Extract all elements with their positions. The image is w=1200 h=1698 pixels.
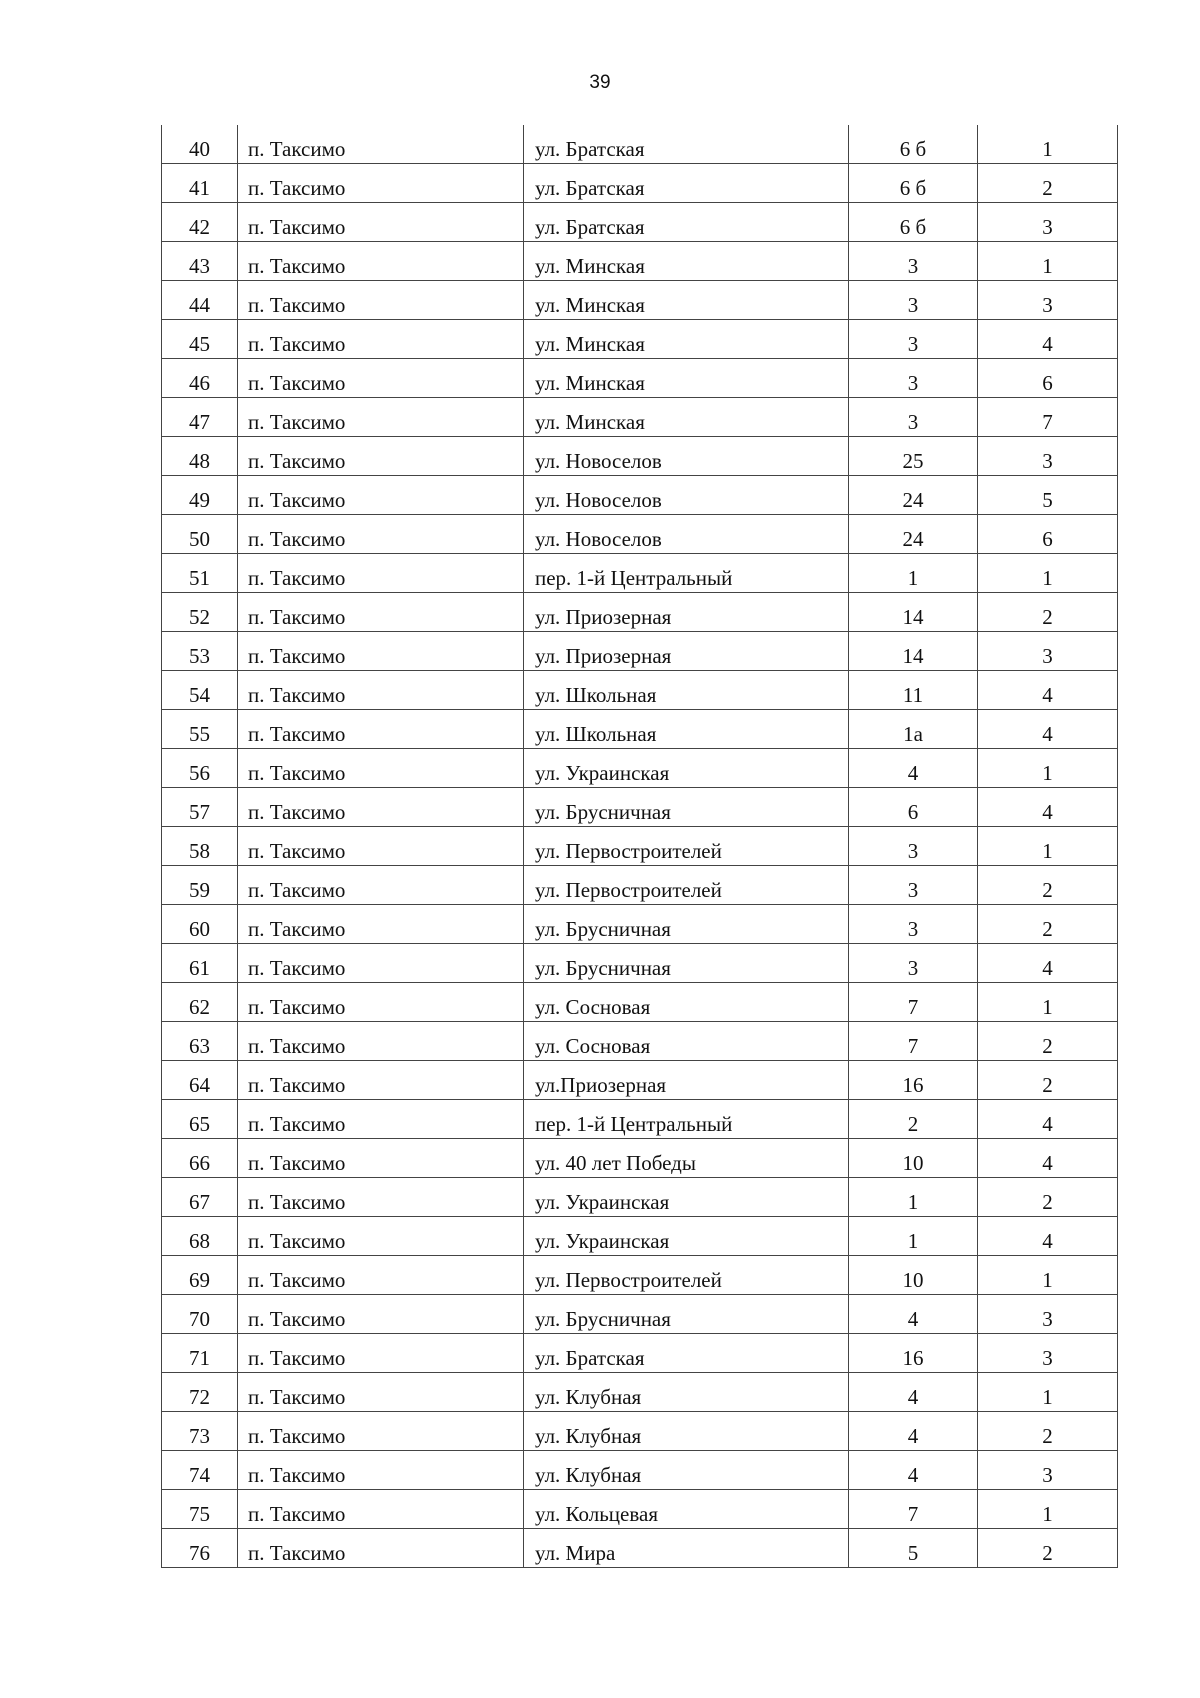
street-cell: ул. Школьная xyxy=(524,710,849,749)
table-row xyxy=(162,1100,1118,1139)
house-number-cell: 4 xyxy=(849,1451,978,1490)
settlement-cell: п. Таксимо xyxy=(238,320,524,359)
settlement-cell: п. Таксимо xyxy=(238,1412,524,1451)
settlement-cell: п. Таксимо xyxy=(238,1178,524,1217)
settlement-cell: п. Таксимо xyxy=(238,710,524,749)
table-row xyxy=(162,1139,1118,1178)
street-cell: ул. Клубная xyxy=(524,1373,849,1412)
settlement-cell: п. Таксимо xyxy=(238,866,524,905)
count-cell: 1 xyxy=(978,749,1118,788)
row-number-cell: 45 xyxy=(162,320,238,359)
count-cell: 2 xyxy=(978,905,1118,944)
count-cell: 4 xyxy=(978,788,1118,827)
table-row xyxy=(162,1529,1118,1568)
count-cell: 1 xyxy=(978,1490,1118,1529)
house-number-cell: 14 xyxy=(849,593,978,632)
settlement-cell: п. Таксимо xyxy=(238,203,524,242)
table-row xyxy=(162,125,1118,164)
settlement-cell: п. Таксимо xyxy=(238,827,524,866)
row-number-cell: 53 xyxy=(162,632,238,671)
table-row xyxy=(162,1178,1118,1217)
street-cell: ул. Украинская xyxy=(524,749,849,788)
count-cell: 4 xyxy=(978,1217,1118,1256)
table-row xyxy=(162,593,1118,632)
count-cell: 1 xyxy=(978,983,1118,1022)
address-table-body xyxy=(162,125,1118,1568)
house-number-cell: 4 xyxy=(849,1295,978,1334)
count-cell: 4 xyxy=(978,671,1118,710)
count-cell: 2 xyxy=(978,593,1118,632)
street-cell: ул. Новоселов xyxy=(524,515,849,554)
page-number: 39 xyxy=(589,72,611,93)
count-cell: 3 xyxy=(978,1295,1118,1334)
row-number-cell: 43 xyxy=(162,242,238,281)
row-number-cell: 63 xyxy=(162,1022,238,1061)
count-cell: 2 xyxy=(978,1412,1118,1451)
table-row xyxy=(162,788,1118,827)
house-number-cell: 16 xyxy=(849,1061,978,1100)
street-cell: ул. Минская xyxy=(524,398,849,437)
settlement-cell: п. Таксимо xyxy=(238,1256,524,1295)
house-number-cell: 4 xyxy=(849,749,978,788)
table-row xyxy=(162,983,1118,1022)
settlement-cell: п. Таксимо xyxy=(238,632,524,671)
table-row xyxy=(162,632,1118,671)
count-cell: 3 xyxy=(978,203,1118,242)
table-row xyxy=(162,1334,1118,1373)
settlement-cell: п. Таксимо xyxy=(238,1373,524,1412)
street-cell: ул. Братская xyxy=(524,203,849,242)
row-number-cell: 68 xyxy=(162,1217,238,1256)
house-number-cell: 3 xyxy=(849,905,978,944)
settlement-cell: п. Таксимо xyxy=(238,905,524,944)
street-cell: ул. Украинская xyxy=(524,1178,849,1217)
settlement-cell: п. Таксимо xyxy=(238,1334,524,1373)
table-row xyxy=(162,1217,1118,1256)
row-number-cell: 60 xyxy=(162,905,238,944)
street-cell: ул. Первостроителей xyxy=(524,866,849,905)
house-number-cell: 6 б xyxy=(849,203,978,242)
count-cell: 4 xyxy=(978,1139,1118,1178)
street-cell: ул. Минская xyxy=(524,320,849,359)
count-cell: 3 xyxy=(978,1451,1118,1490)
table-row xyxy=(162,437,1118,476)
settlement-cell: п. Таксимо xyxy=(238,1061,524,1100)
settlement-cell: п. Таксимо xyxy=(238,1139,524,1178)
street-cell: ул. Новоселов xyxy=(524,437,849,476)
house-number-cell: 3 xyxy=(849,359,978,398)
settlement-cell: п. Таксимо xyxy=(238,1529,524,1568)
house-number-cell: 6 б xyxy=(849,164,978,203)
street-cell: ул. Минская xyxy=(524,242,849,281)
row-number-cell: 48 xyxy=(162,437,238,476)
settlement-cell: п. Таксимо xyxy=(238,944,524,983)
house-number-cell: 2 xyxy=(849,1100,978,1139)
settlement-cell: п. Таксимо xyxy=(238,1022,524,1061)
table-row xyxy=(162,944,1118,983)
house-number-cell: 10 xyxy=(849,1256,978,1295)
table-row xyxy=(162,710,1118,749)
count-cell: 3 xyxy=(978,281,1118,320)
table-row xyxy=(162,242,1118,281)
street-cell: ул. Школьная xyxy=(524,671,849,710)
count-cell: 1 xyxy=(978,827,1118,866)
count-cell: 1 xyxy=(978,125,1118,164)
count-cell: 1 xyxy=(978,242,1118,281)
settlement-cell: п. Таксимо xyxy=(238,788,524,827)
street-cell: ул. Мира xyxy=(524,1529,849,1568)
row-number-cell: 57 xyxy=(162,788,238,827)
table-row xyxy=(162,1061,1118,1100)
street-cell: ул. Минская xyxy=(524,359,849,398)
row-number-cell: 55 xyxy=(162,710,238,749)
house-number-cell: 25 xyxy=(849,437,978,476)
table-row xyxy=(162,1022,1118,1061)
house-number-cell: 7 xyxy=(849,983,978,1022)
count-cell: 2 xyxy=(978,1022,1118,1061)
house-number-cell: 3 xyxy=(849,320,978,359)
street-cell: ул. 40 лет Победы xyxy=(524,1139,849,1178)
settlement-cell: п. Таксимо xyxy=(238,164,524,203)
house-number-cell: 1 xyxy=(849,1217,978,1256)
house-number-cell: 5 xyxy=(849,1529,978,1568)
table-row xyxy=(162,203,1118,242)
settlement-cell: п. Таксимо xyxy=(238,1451,524,1490)
count-cell: 2 xyxy=(978,164,1118,203)
row-number-cell: 74 xyxy=(162,1451,238,1490)
house-number-cell: 7 xyxy=(849,1490,978,1529)
count-cell: 5 xyxy=(978,476,1118,515)
table-row xyxy=(162,1412,1118,1451)
settlement-cell: п. Таксимо xyxy=(238,398,524,437)
settlement-cell: п. Таксимо xyxy=(238,983,524,1022)
house-number-cell: 6 xyxy=(849,788,978,827)
street-cell: ул. Сосновая xyxy=(524,983,849,1022)
row-number-cell: 76 xyxy=(162,1529,238,1568)
settlement-cell: п. Таксимо xyxy=(238,281,524,320)
count-cell: 2 xyxy=(978,1178,1118,1217)
row-number-cell: 50 xyxy=(162,515,238,554)
house-number-cell: 3 xyxy=(849,944,978,983)
table-row xyxy=(162,866,1118,905)
house-number-cell: 7 xyxy=(849,1022,978,1061)
settlement-cell: п. Таксимо xyxy=(238,1217,524,1256)
row-number-cell: 47 xyxy=(162,398,238,437)
street-cell: ул. Брусничная xyxy=(524,1295,849,1334)
street-cell: пер. 1-й Центральный xyxy=(524,1100,849,1139)
row-number-cell: 72 xyxy=(162,1373,238,1412)
street-cell: ул. Клубная xyxy=(524,1412,849,1451)
table-row xyxy=(162,1295,1118,1334)
table-row xyxy=(162,476,1118,515)
house-number-cell: 24 xyxy=(849,515,978,554)
house-number-cell: 24 xyxy=(849,476,978,515)
house-number-cell: 6 б xyxy=(849,125,978,164)
settlement-cell: п. Таксимо xyxy=(238,1295,524,1334)
street-cell: ул. Братская xyxy=(524,125,849,164)
house-number-cell: 1а xyxy=(849,710,978,749)
street-cell: ул. Братская xyxy=(524,1334,849,1373)
settlement-cell: п. Таксимо xyxy=(238,1490,524,1529)
count-cell: 7 xyxy=(978,398,1118,437)
row-number-cell: 54 xyxy=(162,671,238,710)
table-row xyxy=(162,515,1118,554)
row-number-cell: 52 xyxy=(162,593,238,632)
row-number-cell: 65 xyxy=(162,1100,238,1139)
row-number-cell: 66 xyxy=(162,1139,238,1178)
settlement-cell: п. Таксимо xyxy=(238,749,524,788)
row-number-cell: 46 xyxy=(162,359,238,398)
table-row xyxy=(162,1490,1118,1529)
row-number-cell: 59 xyxy=(162,866,238,905)
table-row xyxy=(162,905,1118,944)
table-row xyxy=(162,827,1118,866)
table-row xyxy=(162,671,1118,710)
table-row xyxy=(162,281,1118,320)
row-number-cell: 64 xyxy=(162,1061,238,1100)
house-number-cell: 1 xyxy=(849,1178,978,1217)
row-number-cell: 40 xyxy=(162,125,238,164)
house-number-cell: 3 xyxy=(849,827,978,866)
house-number-cell: 1 xyxy=(849,554,978,593)
table-row xyxy=(162,1451,1118,1490)
row-number-cell: 44 xyxy=(162,281,238,320)
count-cell: 2 xyxy=(978,1529,1118,1568)
street-cell: пер. 1-й Центральный xyxy=(524,554,849,593)
count-cell: 2 xyxy=(978,1061,1118,1100)
house-number-cell: 4 xyxy=(849,1412,978,1451)
settlement-cell: п. Таксимо xyxy=(238,554,524,593)
row-number-cell: 71 xyxy=(162,1334,238,1373)
settlement-cell: п. Таксимо xyxy=(238,125,524,164)
table-row xyxy=(162,554,1118,593)
settlement-cell: п. Таксимо xyxy=(238,1100,524,1139)
street-cell: ул. Брусничная xyxy=(524,788,849,827)
count-cell: 4 xyxy=(978,1100,1118,1139)
settlement-cell: п. Таксимо xyxy=(238,476,524,515)
count-cell: 4 xyxy=(978,320,1118,359)
house-number-cell: 4 xyxy=(849,1373,978,1412)
count-cell: 3 xyxy=(978,437,1118,476)
table-row xyxy=(162,359,1118,398)
settlement-cell: п. Таксимо xyxy=(238,359,524,398)
street-cell: ул. Сосновая xyxy=(524,1022,849,1061)
street-cell: ул. Приозерная xyxy=(524,593,849,632)
row-number-cell: 58 xyxy=(162,827,238,866)
count-cell: 3 xyxy=(978,1334,1118,1373)
street-cell: ул. Минская xyxy=(524,281,849,320)
street-cell: ул. Брусничная xyxy=(524,905,849,944)
count-cell: 4 xyxy=(978,944,1118,983)
settlement-cell: п. Таксимо xyxy=(238,671,524,710)
row-number-cell: 42 xyxy=(162,203,238,242)
street-cell: ул. Клубная xyxy=(524,1451,849,1490)
row-number-cell: 61 xyxy=(162,944,238,983)
street-cell: ул. Брусничная xyxy=(524,944,849,983)
row-number-cell: 67 xyxy=(162,1178,238,1217)
house-number-cell: 16 xyxy=(849,1334,978,1373)
row-number-cell: 70 xyxy=(162,1295,238,1334)
house-number-cell: 3 xyxy=(849,398,978,437)
house-number-cell: 3 xyxy=(849,866,978,905)
count-cell: 4 xyxy=(978,710,1118,749)
settlement-cell: п. Таксимо xyxy=(238,242,524,281)
table-row xyxy=(162,398,1118,437)
count-cell: 1 xyxy=(978,1373,1118,1412)
table-row xyxy=(162,164,1118,203)
count-cell: 6 xyxy=(978,359,1118,398)
count-cell: 1 xyxy=(978,554,1118,593)
settlement-cell: п. Таксимо xyxy=(238,437,524,476)
count-cell: 2 xyxy=(978,866,1118,905)
table-row xyxy=(162,749,1118,788)
count-cell: 6 xyxy=(978,515,1118,554)
row-number-cell: 41 xyxy=(162,164,238,203)
street-cell: ул. Новоселов xyxy=(524,476,849,515)
row-number-cell: 62 xyxy=(162,983,238,1022)
street-cell: ул. Первостроителей xyxy=(524,827,849,866)
house-number-cell: 3 xyxy=(849,242,978,281)
street-cell: ул.Приозерная xyxy=(524,1061,849,1100)
row-number-cell: 51 xyxy=(162,554,238,593)
row-number-cell: 69 xyxy=(162,1256,238,1295)
table-row xyxy=(162,1373,1118,1412)
settlement-cell: п. Таксимо xyxy=(238,593,524,632)
row-number-cell: 75 xyxy=(162,1490,238,1529)
street-cell: ул. Приозерная xyxy=(524,632,849,671)
house-number-cell: 11 xyxy=(849,671,978,710)
house-number-cell: 3 xyxy=(849,281,978,320)
street-cell: ул. Украинская xyxy=(524,1217,849,1256)
house-number-cell: 10 xyxy=(849,1139,978,1178)
table-row xyxy=(162,1256,1118,1295)
row-number-cell: 56 xyxy=(162,749,238,788)
table-row xyxy=(162,320,1118,359)
settlement-cell: п. Таксимо xyxy=(238,515,524,554)
street-cell: ул. Кольцевая xyxy=(524,1490,849,1529)
row-number-cell: 73 xyxy=(162,1412,238,1451)
street-cell: ул. Первостроителей xyxy=(524,1256,849,1295)
street-cell: ул. Братская xyxy=(524,164,849,203)
count-cell: 1 xyxy=(978,1256,1118,1295)
row-number-cell: 49 xyxy=(162,476,238,515)
address-table xyxy=(161,125,1118,1568)
house-number-cell: 14 xyxy=(849,632,978,671)
count-cell: 3 xyxy=(978,632,1118,671)
